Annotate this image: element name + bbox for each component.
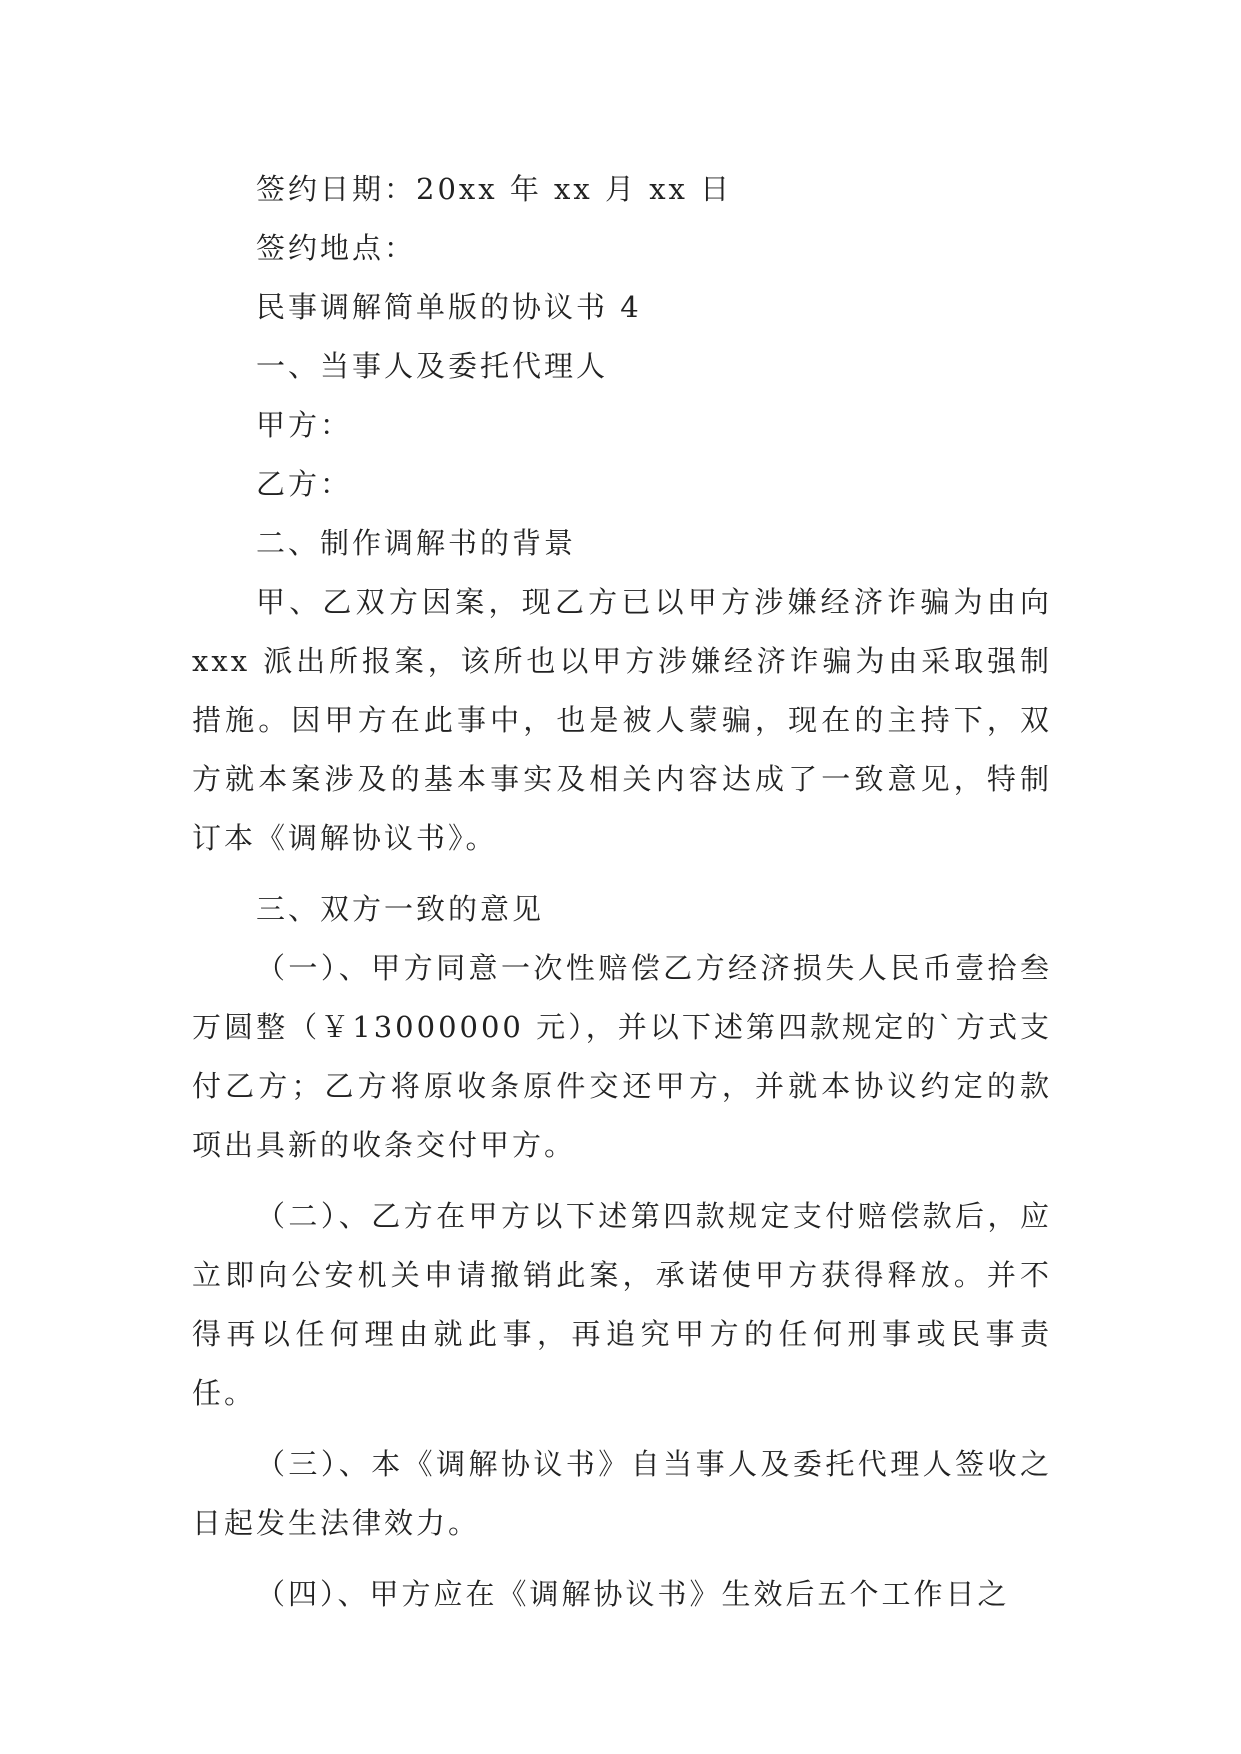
background-paragraph: 甲、乙双方因案，现乙方已以甲方涉嫌经济诈骗为由向 xxx 派出所报案，该所也以甲方涉嫌经济诈骗为由采取强制措施。因甲方在此事中，也是被人蒙骗，现在的主持下，双方就本案涉及的基本事实及相关内容达成了一致意见，特制订本《调解协议书》。 (192, 585, 1052, 855)
clause-4: （四）、甲方应在《调解协议书》生效后五个工作日之 (256, 1577, 1010, 1611)
document-title: 民事调解简单版的协议书 4 (256, 290, 642, 324)
section-heading-agreement: 三、双方一致的意见 (256, 892, 545, 926)
section-heading-parties: 一、当事人及委托代理人 (256, 349, 609, 383)
signing-place: 签约地点： (256, 231, 417, 265)
spacer (192, 1175, 1052, 1187)
signing-date: 签约日期：20xx 年 xx 月 xx 日 (256, 172, 733, 206)
spacer (192, 1423, 1052, 1435)
spacer (192, 1553, 1052, 1565)
clause-1: （一）、甲方同意一次性赔偿乙方经济损失人民币壹拾叁万圆整（￥13000000 元），并以下述第四款规定的`方式支付乙方；乙方将原收条原件交还甲方，并就本协议约定的款项出具新的收条交付甲方。 (192, 951, 1052, 1162)
clause-2: （二）、乙方在甲方以下述第四款规定支付赔偿款后，应立即向公安机关申请撤销此案，承诺使甲方获得释放。并不得再以任何理由就此事，再追究甲方的任何刑事或民事责任。 (192, 1199, 1052, 1410)
party-b-label: 乙方： (256, 467, 353, 501)
section-heading-background: 二、制作调解书的背景 (256, 526, 577, 560)
party-a-label: 甲方： (256, 408, 353, 442)
clause-3: （三）、本《调解协议书》自当事人及委托代理人签收之日起发生法律效力。 (192, 1447, 1052, 1540)
document-body (192, 160, 1052, 1624)
spacer (192, 868, 1052, 880)
